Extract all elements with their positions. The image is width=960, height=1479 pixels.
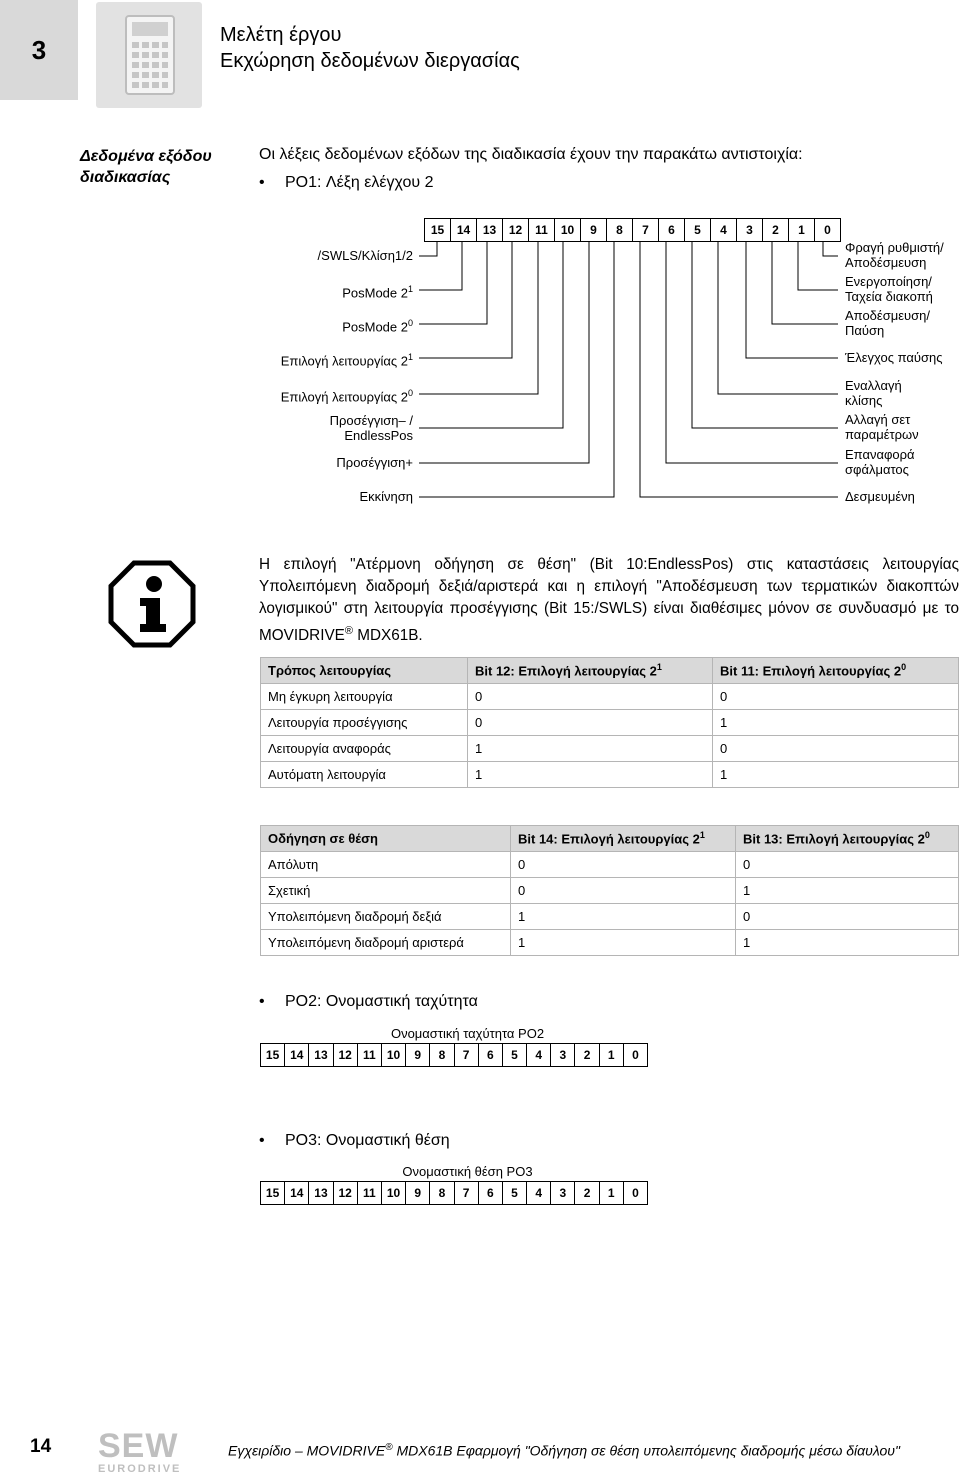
po1-label-bit11: Επιλογή λειτουργίας $2^0$ [280,388,413,405]
operating-mode-table [260,657,959,788]
bit-cell: 7 [454,1182,478,1205]
table-header-cell: Οδήγηση σε θέση [261,826,511,852]
bit-cell: 6 [478,1182,502,1205]
sew-eurodrive-logo: SEW EURODRIVE [98,1427,182,1475]
po2-bit-row [260,1043,648,1067]
po1-label-bit10: Προσέγγιση– / EndlessPos [329,413,413,443]
page-number: 14 [30,1436,52,1457]
table-header-row [261,826,959,852]
bit-cell: 2 [575,1182,599,1205]
bit-cell: 0 [623,1182,647,1205]
bit-cell: 7 [454,1044,478,1067]
table-row: Αυτόματη λειτουργία 1 1 [261,762,959,788]
positioning-table [260,825,959,956]
bit-cell: 3 [551,1182,575,1205]
po1-label-bit6: Επαναφορά σφάλματος [845,447,915,477]
bullet-po3 [259,1132,450,1150]
table-header-cell: Τρόπος λειτουργίας [261,658,468,684]
table-row: Λειτουργία προσέγγισης 0 1 [261,710,959,736]
bullet-icon: • [259,1132,265,1149]
table-header-cell: Bit 13: Επιλογή λειτουργίας $2^0$ [736,826,959,852]
bit-cell: 0 [815,219,841,242]
bit-cell: 5 [502,1044,526,1067]
table-header-cell: Bit 14: Επιλογή λειτουργίας $2^1$ [511,826,736,852]
bit-cell: 8 [607,219,633,242]
bit-cell: 11 [357,1044,381,1067]
bit-cell: 5 [685,219,711,242]
bit-cell: 6 [478,1044,502,1067]
section-side-title: Δεδομένα εξόδου διαδικασίας [80,148,212,186]
po3-caption: Ονομαστική θέση PO3 [402,1164,533,1179]
po1-label-bit4: Εναλλαγή κλίσης [845,378,902,408]
bit-cell: 11 [529,219,555,242]
bit-cell: 8 [430,1044,454,1067]
info-icon [108,560,196,648]
bit-cell: 1 [599,1044,623,1067]
bit-cell: 12 [333,1182,357,1205]
bit-cell: 10 [555,219,581,242]
po1-label-bit2: Αποδέσμευση/ Παύση [845,308,931,338]
bit-cell: 4 [527,1044,551,1067]
bit-cell: 10 [381,1044,405,1067]
bullet-po3-text: PO3: Ονομαστική θέση [285,1132,450,1149]
po1-label-bit8: Εκκίνηση [359,489,413,504]
bit-cell: 4 [711,219,737,242]
chapter-number: 3 [0,0,78,100]
po1-label-bit7: Δεσμευμένη [845,489,915,504]
bit-cell: 2 [575,1044,599,1067]
bit-cell: 9 [406,1182,430,1205]
table-header-cell: Bit 11: Επιλογή λειτουργίας $2^0$ [713,658,959,684]
po1-label-bit14: PosMode $2^1$ [342,284,413,301]
bit-cell: 15 [261,1044,285,1067]
bit-cell: 1 [599,1182,623,1205]
footer-text: Εγχειρίδιο – MOVIDRIVE® MDX61B Εφαρμογή "Οδήγηση σε θέση υπολειπόμενης διαδρομής μέσω δίαυλου" [228,1442,900,1459]
po1-label-bit3: Έλεγχος παύσης [845,350,943,365]
bit-cell: 15 [425,219,451,242]
bit-cell: 10 [381,1182,405,1205]
intro-text: Οι λέξεις δεδομένων εξόδων της διαδικασία έχουν την παρακάτω αντιστοιχία: [259,146,803,163]
bullet-icon: • [259,174,265,191]
table-header-cell: Bit 12: Επιλογή λειτουργίας $2^1$ [468,658,713,684]
bit-cell: 6 [659,219,685,242]
table-row: Υπολειπόμενη διαδρομή αριστερά 1 1 [261,930,959,956]
po1-label-bit1: Ενεργοποίηση/ Ταχεία διακοπή [845,274,933,304]
po1-label-bit5: Αλλαγή σετ παραμέτρων [845,412,919,442]
bullet-icon: • [259,993,265,1010]
bit-cell: 11 [357,1182,381,1205]
bit-cell: 0 [623,1044,647,1067]
bit-cell: 9 [406,1044,430,1067]
po1-label-bit9: Προσέγγιση+ [336,455,413,470]
bullet-po2-text: PO2: Ονομαστική ταχύτητα [285,993,478,1010]
bit-cell: 12 [503,219,529,242]
bullet-po2 [259,993,478,1011]
bit-cell: 1 [789,219,815,242]
table-row: Λειτουργία αναφοράς 1 0 [261,736,959,762]
bit-cell: 2 [763,219,789,242]
bit-cell: 8 [430,1182,454,1205]
bit-cell: 13 [309,1044,333,1067]
bit-cell: 13 [477,219,503,242]
bit-cell: 15 [261,1182,285,1205]
bit-cell: 14 [451,219,477,242]
bit-cell: 13 [309,1182,333,1205]
bit-cell: 12 [333,1044,357,1067]
po1-label-bit13: PosMode $2^0$ [342,318,413,335]
table-row: Σχετική 0 1 [261,878,959,904]
bit-cell: 3 [737,219,763,242]
info-text: Η επιλογή "Ατέρμονη οδήγηση σε θέση" (Bit 10:EndlessPos) στις καταστάσεις λειτουργίας Υπολειπόμενη διαδρομή δεξιά/αριστερά και η επιλογή "Αποδέσμευση των τερματικών διακοπτών λογισμικού" στη λειτουργία προσέγγισης (Bit 15:/SWLS) είναι διαθέσιμες μόνον σε συνδυασμό με το MOVIDRIVE® MDX61B. [259,556,959,645]
page-subtitle: Εκχώρηση δεδομένων διεργασίας [220,50,520,72]
po1-label-bit0: Φραγή ρυθμιστή/ Αποδέσμευση [845,240,944,270]
table-row: Μη έγκυρη λειτουργία 0 0 [261,684,959,710]
table-header-row [261,658,959,684]
table-row: Απόλυτη 0 0 [261,852,959,878]
page-title: Μελέτη έργου [220,24,342,46]
table-row: Υπολειπόμενη διαδρομή δεξιά 1 0 [261,904,959,930]
bit-cell: 3 [551,1044,575,1067]
po3-bit-row [260,1181,648,1205]
po1-label-bit15: /SWLS/Κλίση1/2 [317,248,413,263]
po1-label-bit12: Επιλογή λειτουργίας $2^1$ [280,352,413,369]
po2-caption: Ονομαστική ταχύτητα PO2 [390,1026,545,1041]
bullet-po1-text: PO1: Λέξη ελέγχου 2 [285,174,434,191]
po1-connector-lines [0,0,960,520]
bit-cell: 4 [527,1182,551,1205]
bit-cell: 9 [581,219,607,242]
bit-cell: 7 [633,219,659,242]
bit-cell: 14 [285,1044,309,1067]
bit-cell: 5 [502,1182,526,1205]
bit-cell: 14 [285,1182,309,1205]
